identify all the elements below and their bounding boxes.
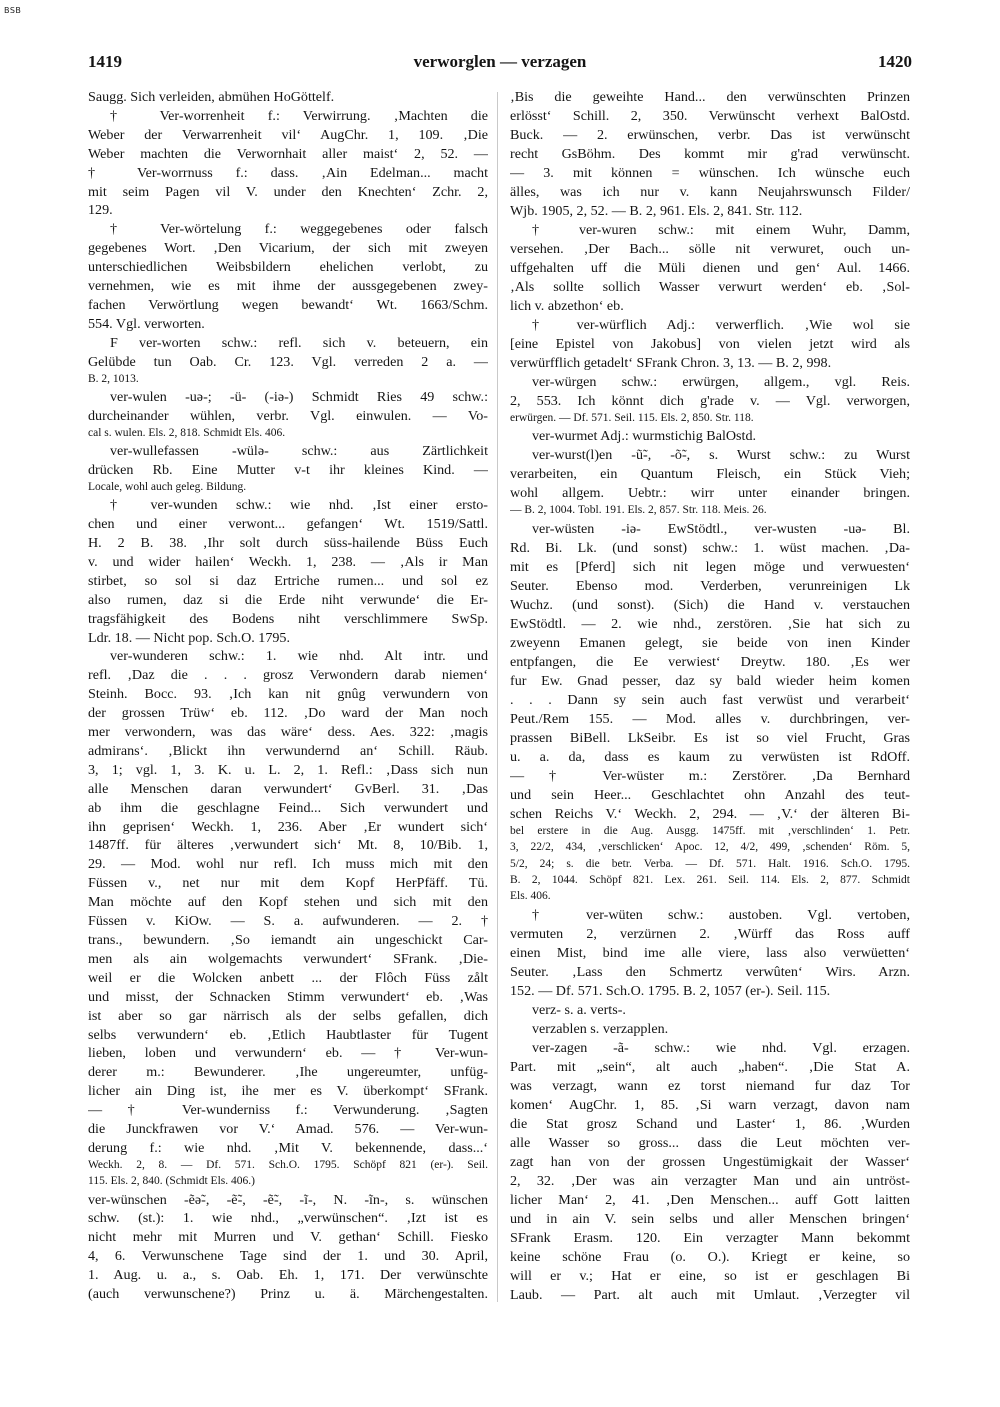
text-line: uffgehalten uff die Müli dienen und gen‘ Aul. 1466. <box>510 261 910 276</box>
text-line: mit es [Pferd] sich nit legen möge und verwuesten‘ <box>510 559 910 574</box>
text-line: erwürgen. — Df. 571. Seil. 115. Els. 2, 850. Str. 118. <box>510 413 754 424</box>
text-line: schen Reichs V.‘ Weckh. 2, 294. — ‚V.‘ der älteren Bi- <box>510 806 910 821</box>
text-line: ver-zagen -ã- schw.: wie nhd. Vgl. erzagen. <box>532 1040 910 1055</box>
text-line: v. und wider hailen‘ Weckh. 1, 238. — ‚Als ir Man <box>88 554 488 569</box>
text-line: 115. Els. 2, 840. (Schmidt Els. 406.) <box>88 1176 255 1188</box>
text-line: Laub. — Part. alt auch mit Umlaut. ‚Verzegter vil <box>510 1287 910 1302</box>
text-line: 29. — Mod. wohl nur refl. Ich muss mich mit den <box>88 857 488 872</box>
text-line: und sein Heer... Geschlachtet ohn Anzahl des teut- <box>510 787 910 802</box>
text-line: will er v.; Hat er eine, so ist er geschlagen Bi <box>510 1268 910 1283</box>
text-line: ver-wurmet Adj.: wurmstichig BalOstd. <box>532 429 757 444</box>
library-stamp: BSB <box>4 6 22 15</box>
text-line: — 3. mit können = wünschen. Ich wünsche euch <box>510 166 910 181</box>
text-line: die Junckfrawen vor V.‘ Amad. 576. — Ver-wun- <box>88 1122 488 1137</box>
text-line: Ldr. 18. — Nicht pop. Sch.O. 1795. <box>88 630 290 645</box>
text-line: trans., bewundern. ‚So iemandt ain ungeschickt Car- <box>88 933 488 948</box>
text-line: 129. <box>88 203 113 218</box>
text-line: mer verwondern, was das wäre‘ dess. Aes. 322: ‚magis <box>88 725 488 740</box>
text-line: drücken Rb. Eine Mutter v-t ihr kleines Kind. — <box>88 462 488 478</box>
text-line: Weber der Verwarrenheit vil‘ AugChr. 1, 109. ‚Die <box>88 127 488 142</box>
text-line: lich v. abzethon‘ eb. <box>510 299 624 314</box>
text-line: u. a. da, dass es kaum zu verwüsten ist RdOff. <box>510 749 910 764</box>
text-line: chen und einer verwont... gefangen‘ Wt. 1519/Sattl. <box>88 517 488 532</box>
text-line: zagt han von der grossen Ungestümigkait der Wasser‘ <box>510 1154 910 1169</box>
text-line: (auch verwunschene?) Prinz u. ä. Märchengestalten. <box>88 1287 488 1302</box>
text-line: Wuchz. (und sonst). (Sich) die Hand v. verstauchen <box>510 597 910 612</box>
text-line: † ver-wuren schw.: mit einem Wuhr, Damm, <box>532 223 910 238</box>
text-line: 2, 553. Ich könnt dich g'rade v. — Vgl. verworgen, <box>510 394 910 409</box>
text-line: wohl allgem. Uebtr.: wirr unter einander bringen. <box>510 486 910 501</box>
text-line: Füssen v. KiOw. — S. a. aufwunderen. — 2. † <box>88 914 488 929</box>
text-line: Els. 406. <box>510 891 551 903</box>
text-line: fur Ew. Gnad pesser, daz sy bald wieder heim komen <box>510 673 910 688</box>
text-line: keine schöne Frau (o. O.). Kriegt er keine, so <box>510 1249 910 1264</box>
text-line: Buck. — 2. erwünschen, verbr. Das ist verwünscht <box>510 128 910 143</box>
text-line: recht GsBöhm. Des kommt mir g'rad verwünscht. <box>510 147 910 162</box>
text-line: komen‘ AugChr. 1, 85. ‚Si warn verzagt, davon nam <box>510 1097 910 1112</box>
text-line: — † Ver-wüster m.: Zerstörer. ‚Da Bernhard <box>510 768 910 783</box>
text-line: ver-wunderen schw.: 1. wie nhd. Alt intr. und <box>110 649 488 664</box>
text-line: Wjb. 1905, 2, 52. — B. 2, 961. Els. 2, 841. Str. 112. <box>510 204 803 219</box>
text-line: älles, was ich nur v. kann Neujahrswunsch Filder/ <box>510 185 910 200</box>
text-line: cal s. wulen. Els. 2, 818. Schmidt Els. 406. <box>88 427 286 439</box>
text-line: Part. mit „sein“, alt auch „haben“. ‚Die Stat A. <box>510 1059 910 1074</box>
text-line: men als ain wolgemachts verwundert‘ SFrank. ‚Die- <box>88 951 488 966</box>
right-column <box>510 90 910 1302</box>
text-line: ver-wünschen -ẽə̃-, -ẽ̃-, -ẽ̃-, -ĩ-, N. -ĩn-, s. wünschen <box>88 1192 488 1207</box>
page-header <box>88 46 912 74</box>
text-line: Steinh. Bocc. 93. ‚Ich kan nit gnûg verwundern von <box>88 687 488 702</box>
text-line: alle Wasser so gross... dass die Leut möchten ver- <box>510 1135 910 1150</box>
text-line: 152. — Df. 571. Sch.O. 1795. B. 2, 1057 (er-). Seil. 115. <box>510 983 831 998</box>
text-line: admirans‘. ‚Blickt ihn verwundernd an‘ Schill. Räub. <box>88 743 488 759</box>
text-line: verwürfflich getadelt‘ SFrank Chron. 3, 13. — B. 2, 998. <box>510 356 832 371</box>
text-line: H. 2 B. 38. ‚Ihr solt durch süss-hailende Büss Euch <box>88 535 488 551</box>
text-line: B. 2, 1013. <box>88 373 139 385</box>
text-line: schw. (st.): 1. wie nhd., „verwünschen“. ‚Izt ist es <box>88 1211 488 1226</box>
text-line: ver-wüsten -iə- EwStödtl., ver-wusten -uə- Bl. <box>532 521 910 536</box>
text-line: Locale, wohl auch geleg. Bildung. <box>88 481 247 493</box>
text-line: Rd. Bi. Lk. (und sonst) schw.: 1. wüst machen. ‚Da- <box>510 540 910 555</box>
text-line: weil er die Wolcken anbett ... der Flôch Füss zålt <box>88 970 488 985</box>
dictionary-columns <box>88 90 910 1302</box>
text-line: † Ver-worrenheit f.: Verwirrung. ‚Machten die <box>110 108 488 123</box>
text-line: derung f.: wie nhd. ‚Mit V. bekennende, dass...‘ <box>88 1140 488 1156</box>
text-line: 4, 6. Verwunschene Tage sind der 1. und 30. April, <box>88 1249 488 1264</box>
text-line: 554. Vgl. verworten. <box>88 316 205 331</box>
text-line: EwStödtl. — 2. wie nhd., zerstören. ‚Sie hat sich zu <box>510 616 910 631</box>
text-line: . . . Dann sy sein auch fast verwüst und verarbeit‘ <box>510 692 910 707</box>
text-line: 1. Aug. u. a., s. Oab. Eh. 1, 171. Der verwünschte <box>88 1268 488 1283</box>
text-line: und misst, der Schnacken Stimm verwundert‘ eb. ‚Was <box>88 989 488 1004</box>
text-line: nicht mehr mit Murren und V. gethan‘ Schill. Fiesko <box>88 1230 488 1245</box>
page-number-right: 1420 <box>878 52 912 71</box>
text-line: 1487ff. für älteres ‚verwundert sich‘ Mt. 8, 10/Bib. 1, <box>88 838 488 853</box>
text-line: alle Menschen daran verwundert‘ GvBerl. 31. ‚Das <box>88 781 488 796</box>
text-line: zweyenn Emanen gelegt, sie beide von inen Kinder <box>510 635 910 650</box>
text-line: gegebenes Wort. ‚Den Vicarium, der sich mit zweyen <box>88 241 488 256</box>
text-line: † ver-würflich Adj.: verwerflich. ‚Wie wol sie <box>532 318 910 333</box>
text-line: — † Ver-wunderniss f.: Verwunderung. ‚Sagten <box>88 1103 488 1118</box>
text-line: erlösst‘ Schill. 2, 350. Verwünscht verhext BalOstd. <box>510 109 910 124</box>
text-line: vermuten 2, verzürnen 2. ‚Würff das Ross auff <box>510 926 910 941</box>
text-line: ‚Als sollte sollich Wasser verwurt werden‘ eb. ‚Sol- <box>510 280 910 295</box>
text-line: verz- s. a. verts-. <box>532 1002 626 1017</box>
text-line: ‚Bis die geweihte Hand... den verwünschten Prinzen <box>510 90 910 105</box>
text-line: — B. 2, 1004. Tobl. 191. Els. 2, 857. Str. 118. Meis. 26. <box>510 505 767 517</box>
text-line: lieben, loben und verwundern‘ eb. — † Ver-wun- <box>88 1046 488 1061</box>
text-line: und in ain V. sein selbs und aller Menschen bringen‘ <box>510 1211 910 1226</box>
text-line: entpfangen, die Ee verwiest‘ Dreytw. 180. ‚Es wer <box>510 654 910 669</box>
text-line: Man möchte auf den Kopf stehen und sich mit den <box>88 895 488 910</box>
text-line: Peut./Rem 155. — Mod. alles v. durchbringen, ver- <box>510 711 910 726</box>
text-line: derer m.: Bewunderer. ‚Ihe ungereumter, unfüg- <box>88 1065 488 1080</box>
text-line: ver-wulen -uə-; -ü- (-iə-) Schmidt Ries 49 schw.: <box>110 389 488 404</box>
text-line: mit seim Pagen vil V. under den Knechten‘ Zchr. 2, <box>88 184 488 199</box>
text-line: † ver-wüten schw.: austoben. Vgl. vertoben, <box>532 907 910 922</box>
text-line: Gelübde tun Oab. Cr. 123. Vgl. verreden 2 a. — <box>88 354 488 369</box>
text-line: stirbet, so sol si daz Ertriche rumen... und sol ez <box>88 573 488 588</box>
text-line: also rumen, daz si die Erde niht verwunde‘ die Er- <box>88 592 488 607</box>
text-line: durcheinander wühlen, verbr. Vgl. einwulen. — Vo- <box>88 408 488 423</box>
text-line: licher ain Ding ist, ihe mer es V. überkompt‘ SFrank. <box>88 1084 488 1099</box>
text-line: refl. ‚Daz die . . . grosz Verwondern darab niemen‘ <box>88 668 488 683</box>
text-line: ab ihm die geschlagne Feind... Sich verwundert und <box>88 800 488 815</box>
text-line: ist aber so gar närrisch als der selbs gefallen, dich <box>88 1008 488 1023</box>
text-line: Saugg. Sich verleiden, abmühen HoGöttelf. <box>88 90 335 105</box>
text-line: F ver-worten schw.: refl. sich v. beteuern, ein <box>110 335 488 350</box>
text-line: der grossen Trüw‘ eb. 112. ‚Do ward der Man noch <box>88 706 488 721</box>
text-line: Seuter. ‚Lass den Schmertz verwûten‘ Wirs. Arzn. <box>510 964 910 979</box>
text-line: verzablen s. verzapplen. <box>532 1021 669 1036</box>
text-line: ver-wullefassen -wülə- schw.: aus Zärtlichkeit <box>110 444 488 459</box>
text-line: SFrank Erasm. 120. Ein verzagter Mann bekommt <box>510 1230 910 1245</box>
text-line: selbs verwundern‘ eb. ‚Etlich Haubtlaster für Tugent <box>88 1027 488 1042</box>
running-title: verworglen — verzagen <box>413 52 587 71</box>
text-line: prassen BiBell. LkSeibr. Es ist so viel Frucht, Gras <box>510 730 910 745</box>
text-line: 5/2, 24; s. die betr. Verba. — Df. 571. Halt. 1916. Sch.O. 1795. <box>510 858 910 870</box>
text-line: Weber machten die Verwornhait aller maist‘ 2, 52. — <box>88 146 488 161</box>
text-line: 3, 1; vgl. 1, 3. K. u. L. 2, 1. Refl.: ‚Dass sich nun <box>88 762 488 777</box>
text-line: Weckh. 2, 8. — Df. 571. Sch.O. 1795. Schöpf 821 (er-). Seil. <box>88 1159 488 1171</box>
text-line: 2, 32. ‚Der was ain verzagter Man und ain untröst- <box>510 1173 910 1188</box>
text-line: was verzagt, wann ez torst niemand fur daz Tor <box>510 1078 910 1093</box>
text-line: Seuter. Ebenso mod. Verderben, verunreinigen Lk <box>510 578 910 593</box>
page-number-left: 1419 <box>88 52 122 71</box>
text-line: bel erstere in die Aug. Ausgg. 1475ff. mit ‚verschlinden‘ 1. Petr. <box>510 825 910 837</box>
text-line: tragsfähigkeit des Bodens niht verschlimmere SwSp. <box>88 611 488 626</box>
text-line: † Ver-wörtelung f.: weggegebenes oder falsch <box>110 222 488 237</box>
text-line: ver-wurst(l)en -ũ̃-, -õ̃-, s. Wurst schw.: zu Wurst <box>532 448 910 463</box>
text-line: B. 2, 1044. Schöpf 821. Lex. 261. Seil. 114. Els. 2, 877. Schmidt <box>510 875 910 887</box>
text-line: die Stat grosz Schand und Laster‘ 1, 86. ‚Wurden <box>510 1116 910 1131</box>
text-line: [eine Epistel von Jakobus] von vielen jetzt wird als <box>510 337 910 352</box>
text-line: 3, 22/2, 434, ‚verschlicken‘ Apoc. 12, 4/2, 499, ‚schenden‘ Röm. 5, <box>510 842 910 854</box>
text-line: fachen Verwörtlung wegen bewandt‘ Wt. 1663/Schm. <box>88 297 488 313</box>
text-line: Füssen v., net nur mit dem Kopf HerPfäff. Tü. <box>88 876 488 891</box>
left-column <box>88 90 488 1302</box>
text-line: ihn geprisen‘ Weckh. 1, 236. Aber ‚Er wundert sich‘ <box>88 819 488 834</box>
text-line: vernehmen, wie es mit ihme der aussgegebenen zwey- <box>88 279 488 294</box>
text-line: ver-würgen schw.: erwürgen, allgem., vgl. Reis. <box>532 375 910 390</box>
text-line: verarbeiten, ein Quantum Fleisch, ein Stück Vieh; <box>510 467 910 482</box>
text-line: unterschiedlichen Weibsbildern ehelichen verlobt, zu <box>88 260 488 275</box>
text-line: licher Man‘ 2, 41. ‚Den Menschen... auff Gott laitten <box>510 1192 910 1207</box>
text-line: † Ver-worrnuss f.: dass. ‚Ain Edelman... macht <box>88 165 488 180</box>
text-line: versehen. ‚Der Bach... sölle nit verwuret, ouch un- <box>510 242 910 257</box>
text-line: † ver-wunden schw.: wie nhd. ‚Ist einer ersto- <box>110 498 488 513</box>
text-line: einen Mist, bind ime alle viere, lass also verwüetten‘ <box>510 945 910 960</box>
